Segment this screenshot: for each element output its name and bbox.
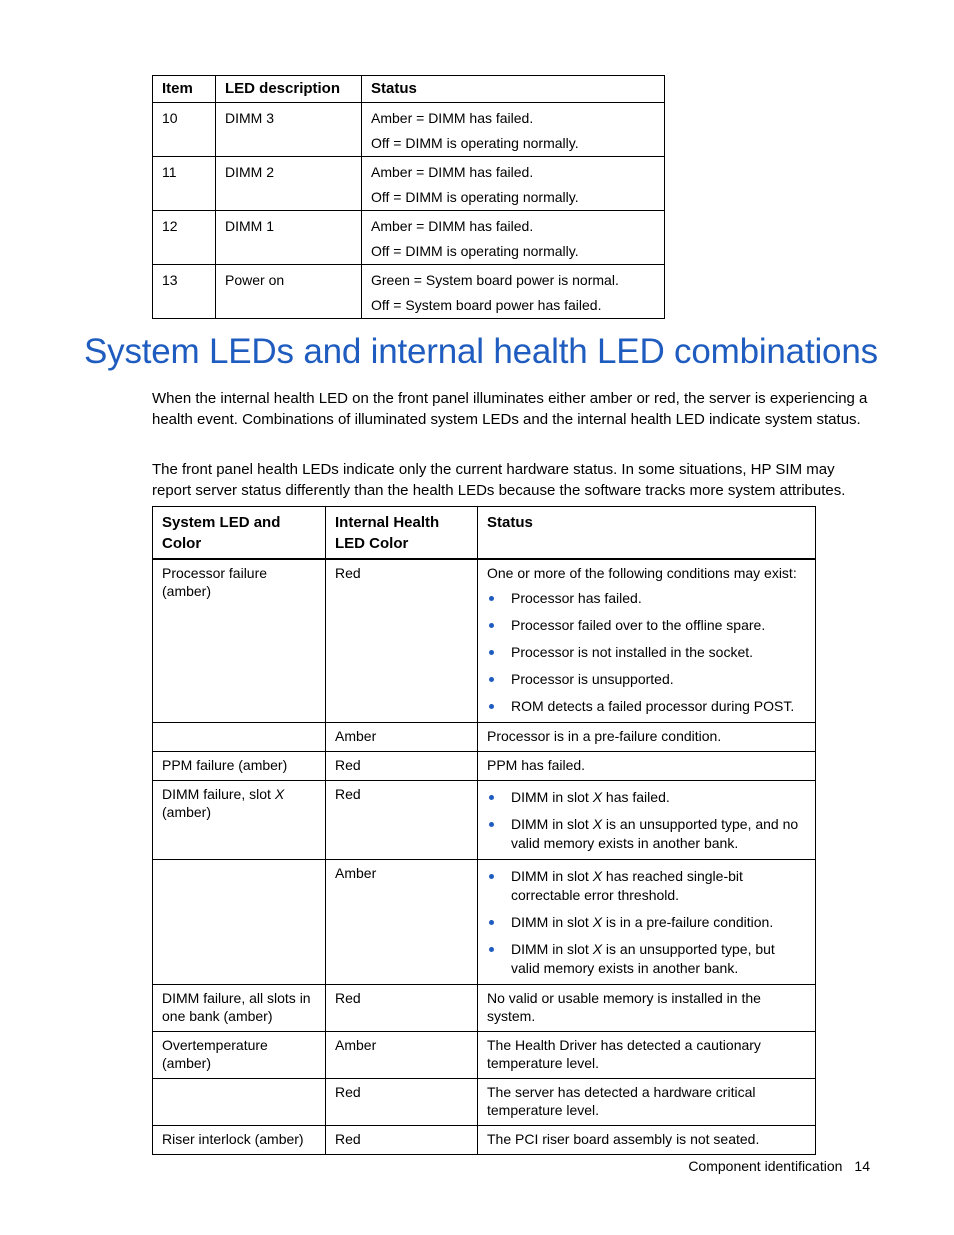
status-cell (478, 752, 816, 781)
status-text: The Health Driver has detected a cautionary temperature level. (487, 1037, 761, 1071)
page-footer (688, 1158, 870, 1174)
section-title: System LEDs and internal health LED combinations (84, 332, 878, 371)
table-row (153, 1126, 816, 1155)
list-item: DIMM in slot X has failed. (487, 788, 806, 807)
status-line: Off = System board power has failed. (371, 297, 602, 313)
list-item: DIMM in slot X has reached single-bit correctable error threshold. (487, 867, 806, 905)
system-led-cell: DIMM failure, all slots in one bank (amber) (153, 985, 326, 1032)
internal-health-cell: Red (326, 985, 478, 1032)
list-item: DIMM in slot X is an unsupported type, and no valid memory exists in another bank. (487, 815, 806, 853)
status-cell (478, 781, 816, 860)
table-row (153, 265, 665, 319)
table-row (153, 211, 665, 265)
description-cell: DIMM 2 (216, 157, 362, 211)
table-row (153, 103, 665, 157)
column-header: System LED and Color (153, 507, 326, 560)
page-number: 14 (854, 1158, 870, 1174)
description-cell: DIMM 3 (216, 103, 362, 157)
status-cell (362, 265, 665, 319)
table-row (153, 559, 816, 723)
status-line: Amber = DIMM has failed. (371, 218, 534, 234)
status-cell (362, 157, 665, 211)
internal-health-cell: Amber (326, 723, 478, 752)
system-led-cell: Riser interlock (amber) (153, 1126, 326, 1155)
item-cell: 12 (153, 211, 216, 265)
item-cell: 13 (153, 265, 216, 319)
status-cell (362, 103, 665, 157)
column-header: Status (362, 76, 665, 103)
status-line: Off = DIMM is operating normally. (371, 243, 579, 259)
internal-health-cell: Red (326, 1126, 478, 1155)
system-led-cell: Processor failure (amber) (153, 559, 326, 723)
internal-health-cell: Red (326, 559, 478, 723)
led-combination-table (152, 506, 816, 1155)
list-item: ROM detects a failed processor during POST. (487, 697, 806, 716)
internal-health-cell: Red (326, 1079, 478, 1126)
status-line: Green = System board power is normal. (371, 272, 619, 288)
list-item: Processor is not installed in the socket. (487, 643, 806, 662)
system-led-cell: PPM failure (amber) (153, 752, 326, 781)
status-cell (478, 860, 816, 985)
column-header: Internal Health LED Color (326, 507, 478, 560)
list-item: DIMM in slot X is in a pre-failure condition. (487, 913, 806, 932)
status-bullet-list (487, 589, 806, 716)
list-item: Processor has failed. (487, 589, 806, 608)
status-line: Off = DIMM is operating normally. (371, 135, 579, 151)
list-item: DIMM in slot X is an unsupported type, but valid memory exists in another bank. (487, 940, 806, 978)
status-bullet-list (487, 788, 806, 853)
status-intro: One or more of the following conditions may exist: (487, 565, 797, 581)
status-cell (478, 559, 816, 723)
system-led-cell: DIMM failure, slot X (amber) (153, 781, 326, 860)
list-item: Processor is unsupported. (487, 670, 806, 689)
internal-health-cell: Amber (326, 1032, 478, 1079)
system-led-cell (153, 1079, 326, 1126)
table-header-row (153, 507, 816, 560)
column-header: Status (478, 507, 816, 560)
column-header: LED description (216, 76, 362, 103)
table-row (153, 781, 816, 860)
status-text: The PCI riser board assembly is not seated. (487, 1131, 760, 1147)
list-item: Processor failed over to the offline spare. (487, 616, 806, 635)
status-cell (478, 1079, 816, 1126)
status-text: Processor is in a pre-failure condition. (487, 728, 722, 744)
status-cell (478, 1032, 816, 1079)
status-cell (362, 211, 665, 265)
description-cell: DIMM 1 (216, 211, 362, 265)
status-text: No valid or usable memory is installed in the system. (487, 990, 761, 1024)
internal-health-cell: Red (326, 752, 478, 781)
status-line: Amber = DIMM has failed. (371, 110, 534, 126)
internal-health-cell: Red (326, 781, 478, 860)
internal-health-cell: Amber (326, 860, 478, 985)
table-row (153, 157, 665, 211)
status-text: The server has detected a hardware critical temperature level. (487, 1084, 756, 1118)
table-row (153, 985, 816, 1032)
status-line: Amber = DIMM has failed. (371, 164, 534, 180)
table-row (153, 1079, 816, 1126)
status-line: Off = DIMM is operating normally. (371, 189, 579, 205)
status-text: PPM has failed. (487, 757, 586, 773)
table-row (153, 723, 816, 752)
column-header: Item (153, 76, 216, 103)
status-cell (478, 1126, 816, 1155)
led-table (152, 75, 665, 319)
table-row (153, 752, 816, 781)
status-bullet-list (487, 867, 806, 978)
footer-section: Component identification (688, 1158, 843, 1174)
status-cell (478, 723, 816, 752)
table-row (153, 860, 816, 985)
table-header-row (153, 76, 665, 103)
table-row (153, 1032, 816, 1079)
status-cell (478, 985, 816, 1032)
system-led-cell: Overtemperature (amber) (153, 1032, 326, 1079)
item-cell: 11 (153, 157, 216, 211)
system-led-cell (153, 860, 326, 985)
item-cell: 10 (153, 103, 216, 157)
description-cell: Power on (216, 265, 362, 319)
body-paragraph: The front panel health LEDs indicate only the current hardware status. In some situations, HP SIM may report server status differently than the health LEDs because the software tracks more system attributes. (152, 461, 846, 499)
system-led-cell (153, 723, 326, 752)
body-paragraph: When the internal health LED on the front panel illuminates either amber or red, the server is experiencing a health event. Combinations of illuminated system LEDs and the internal health LED indicate system status. (152, 390, 868, 428)
